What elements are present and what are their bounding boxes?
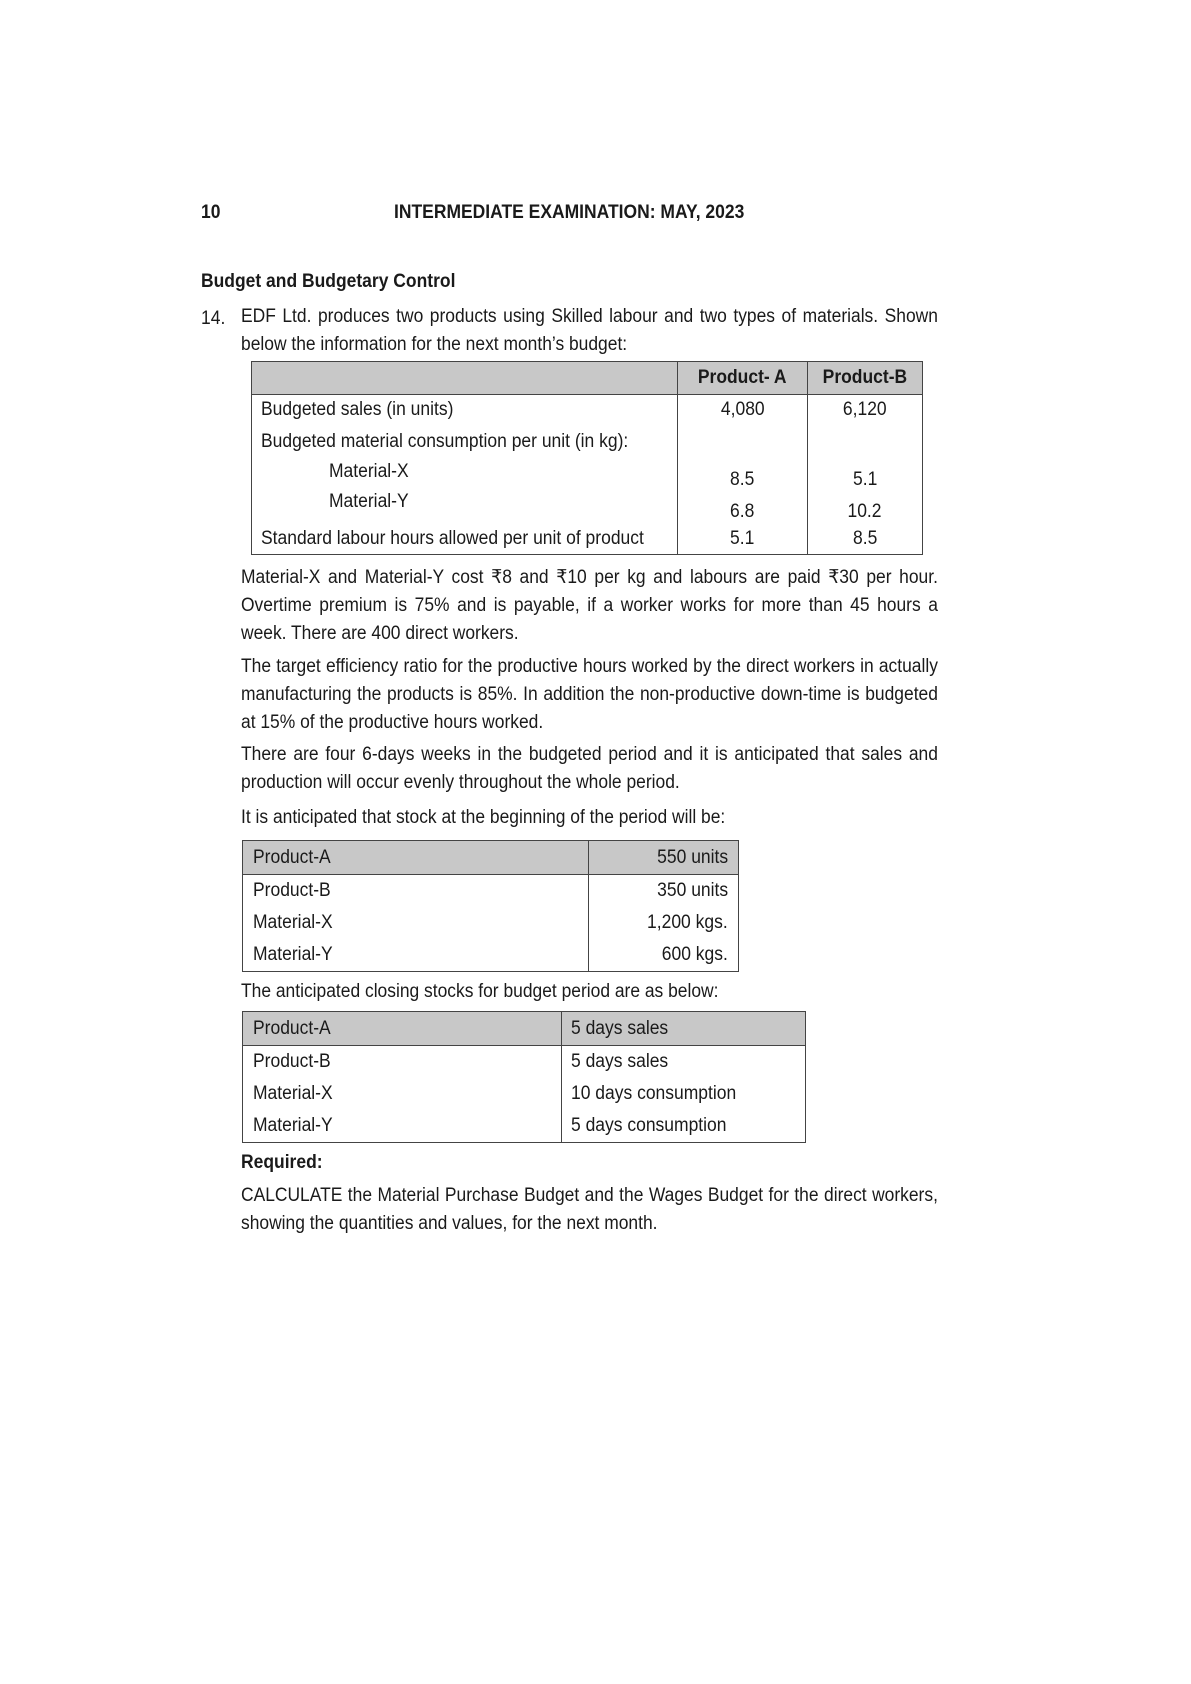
stock-item: Product-A: [243, 841, 589, 875]
row-label: Material-X: [252, 461, 678, 491]
table-row: [243, 1012, 806, 1046]
paragraph-closing-intro: The anticipated closing stocks for budget period are as below:: [241, 981, 719, 1002]
row-value-a: 8.5: [678, 461, 807, 491]
stock-qty: 5 days sales: [562, 1046, 806, 1079]
row-label: Material-Y: [252, 491, 678, 523]
stock-qty: 1,200 kgs.: [589, 907, 739, 939]
table-row: [252, 395, 923, 432]
row-value-b: 6,120: [807, 395, 922, 432]
table-header-row: [252, 362, 923, 395]
exam-title: INTERMEDIATE EXAMINATION: MAY, 2023: [394, 202, 745, 223]
table-row: [243, 1110, 806, 1143]
stock-item: Material-X: [243, 907, 589, 939]
table-header-empty: [252, 362, 678, 395]
table-row: [243, 1078, 806, 1110]
stock-qty: 5 days consumption: [562, 1110, 806, 1143]
table-header-product-b: Product-B: [807, 362, 922, 395]
stock-item: Material-X: [243, 1078, 562, 1110]
stock-item: Product-B: [243, 1046, 562, 1079]
row-label: Budgeted sales (in units): [252, 395, 678, 432]
table-row: [243, 841, 739, 875]
table-row: [243, 907, 739, 939]
stock-qty: 10 days consumption: [562, 1078, 806, 1110]
page-number: 10: [201, 202, 221, 223]
stock-item: Product-B: [243, 875, 589, 908]
paragraph-opening-intro: It is anticipated that stock at the beginning of the period will be:: [241, 807, 726, 828]
row-value-a: [678, 431, 807, 461]
closing-stock-table: [242, 1011, 806, 1143]
row-value-b: 5.1: [807, 461, 922, 491]
row-value-a: 6.8: [678, 491, 807, 523]
stock-qty: 600 kgs.: [589, 939, 739, 972]
question-intro: EDF Ltd. produces two products using Skilled labour and two types of materials. Shown below the information for the next month’s budget:: [241, 306, 938, 355]
stock-qty: 550 units: [589, 841, 739, 875]
required-label: Required:: [241, 1152, 323, 1173]
table-row: [252, 461, 923, 491]
stock-qty: 350 units: [589, 875, 739, 908]
stock-qty: 5 days sales: [562, 1012, 806, 1046]
table-row: [252, 491, 923, 523]
required-text: CALCULATE the Material Purchase Budget and the Wages Budget for the direct workers, showing the quantities and values, for the next month.: [241, 1185, 938, 1234]
row-value-b: 8.5: [807, 523, 922, 555]
row-value-a: 4,080: [678, 395, 807, 432]
table-row: [243, 875, 739, 908]
table-row: [243, 939, 739, 972]
question-number: 14.: [201, 308, 226, 329]
section-title: Budget and Budgetary Control: [201, 271, 456, 292]
stock-item: Material-Y: [243, 1110, 562, 1143]
row-value-a: 5.1: [678, 523, 807, 555]
table-row: [252, 523, 923, 555]
row-value-b: [807, 431, 922, 461]
paragraph-weeks: There are four 6-days weeks in the budgeted period and it is anticipated that sales and production will occur evenly throughout the whole period.: [241, 744, 938, 793]
paragraph-costs: Material-X and Material-Y cost ₹8 and ₹10 per kg and labours are paid ₹30 per hour. Overtime premium is 75% and is payable, if a worker works for more than 45 hours a week. There are 400 direct workers.: [241, 567, 938, 644]
stock-item: Material-Y: [243, 939, 589, 972]
table-header-product-a: Product- A: [678, 362, 807, 395]
row-value-b: 10.2: [807, 491, 922, 523]
stock-item: Product-A: [243, 1012, 562, 1046]
paragraph-efficiency: The target efficiency ratio for the productive hours worked by the direct workers in actually manufacturing the products is 85%. In addition the non-productive down-time is budgeted at 15% of the productive hours worked.: [241, 656, 938, 733]
table-row: [243, 1046, 806, 1079]
budget-table: [251, 361, 923, 555]
table-row: [252, 431, 923, 461]
row-label: Budgeted material consumption per unit (in kg):: [252, 431, 678, 461]
opening-stock-table: [242, 840, 739, 972]
row-label: Standard labour hours allowed per unit of product: [252, 523, 678, 555]
